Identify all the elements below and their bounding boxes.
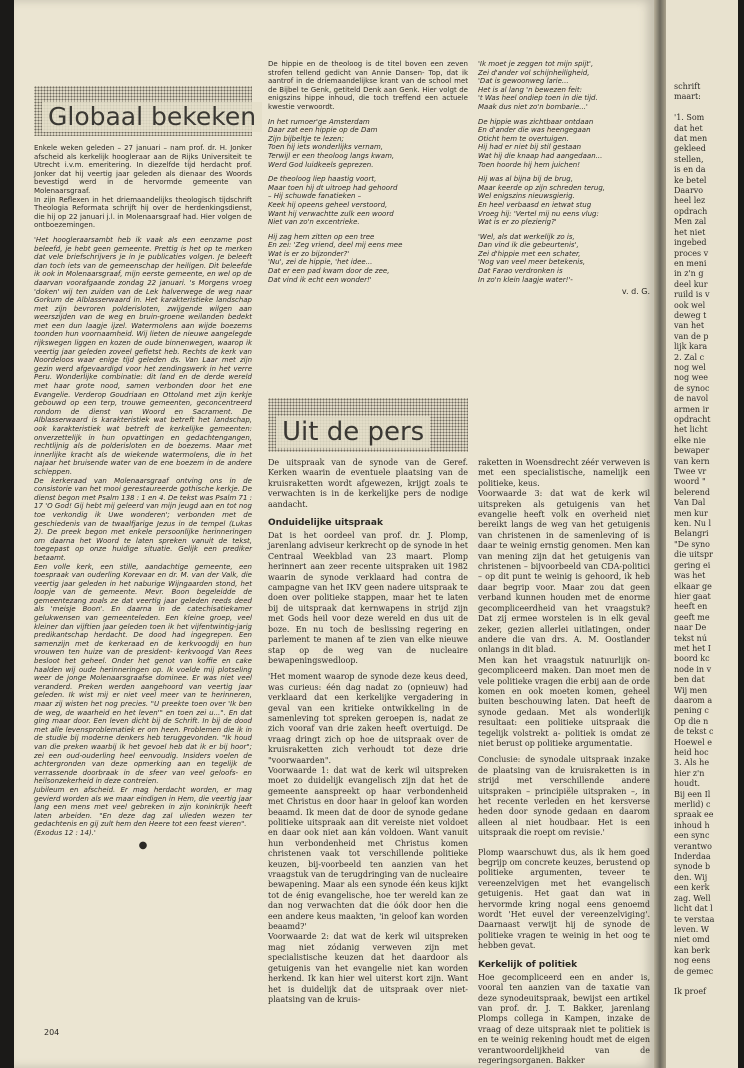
right-page-line: spraak ee [674,810,714,820]
right-page-line: armen ir [674,404,709,414]
pers-paragraph: Voorwaarde 2: dat wat de kerk wil uitspreken mag niet zódanig verweven zijn met specialistische keuzen dat het daardoor als getuigenis van het evangelie niet kan worden herkend. Ik kan hier wel uiterst kort zijn. Want het is duidelijk dat de uitspraak over niet-plaatsing van de kruis- [268,932,468,1004]
right-page-line: heel lez [674,196,706,206]
poem-stanza: 'Wel, als dat werkelijk zo is, Dan vind ik die gebeurtenis', Zei d'hippie met een schater, 'Nog van veel meer betekenis, Dat Farao verdronken is In zo'n klein laagje water!'- [478,232,586,284]
globaal-intro-1: Enkele weken geleden – 27 januari – nam prof. dr. H. Jonker afscheid als kerkelijk hoogleraar aan de Rijks Universiteit te Utrecht i.v.m. emeritering. In diezelfde tijd herdacht prof. Jonker dat hij veertig jaar geleden als dienaar des Woords bevestigd werd in de hervormde gemeente van Molenaarsgraaf. [34,144,252,195]
right-page-line: Hoewel e [674,737,712,747]
right-page-line: van de p [674,331,709,341]
right-page-line: ben dat [674,675,705,685]
quote-paragraph: 'Het hoogleraarsambt heb ik vaak als een eenzame post beleefd, je hebt geen gemeente. Prettig is het op te merken dat vele briefschrijvers je in je publicaties volgen. Je beleeft dan toch iets van de gemeenschap der heiligen. Dit beleefde ik ook in Molenaarsgraaf, mijn eerste gemeente, en wel op de daarvan voorafgaande zondag 22 januari. 's Morgens vroeg 'doken' wij ten zuiden van de Lek halverwege de weg naar Gorkum de Alblasserwaard in. Het karakteristieke landschap met zijn bevroren polderisloten, zwijgende wilgen aan weerszijden van de weg en bruin-groene weilanden bedekt met een dun laagje ijzel. Watermolens aan wijde boezems toonden hun voornaamheid. Wij lieten de nieuwe aangelegde rijkswegen liggen en kozen de oude binnenwegen, waarop ik veertig jaar geleden zoveel gefietst heb. Rechts de kerk van Noordeloos waar enige tijd geleden ds. Van Laar met zijn gezin werd afgevaardigd voor het zendingswerk in het verre Peru. Wonderlijke combinatie: dit land en de derde wereld met haar grote nood, samen verbonden door het ene Evangelie. Verderop Goudriaan en Ottoland met zijn kerkje gebouwd op een terp, trouwe gemeenten, geconcentreerd rondom de dienst van Woord en Sacrament. De Alblasserwaard is karakteristiek wat betreft het landschap, ook karakteristiek wat betreft de kerkelijke gemeenten: onverzettelijk in hun opvattingen en gedachtengangen, rechtlijnig als de polderisloten en de boezems. Maar met innerlijke kracht als de wiekende watermolens, die in het najaar het bruisende water van de ene boezem in de andere schieppen. [34,235,252,476]
right-page-line: opdracht [674,415,711,424]
right-page-line: licht dat l [674,904,713,914]
book-gutter [654,0,666,1068]
right-page-line: Ik proef [674,987,707,997]
right-page-line: men kur [674,508,708,518]
right-page-line: stellen, [674,154,704,164]
right-page-text [674,82,744,998]
subheading-onduidelijk: Onduidelijke uitspraak [268,518,383,529]
right-page-line: dat men [674,134,708,144]
poem-stanza: De theoloog liep haastig voort, Maar toen hij dt uitroep had gehoord – Hij schuwde fanatieken – Keek hij opeens geheel verstoord, Want hij verwachtte zulk een woord Niet van zo'n excentrieke. [268,175,398,227]
bullet-separator: ● [138,839,148,851]
right-page-line: lijk kara [674,342,708,352]
right-page-line: ruild is v [674,290,710,300]
page-number: 204 [44,1028,60,1037]
pers-column-right [478,458,650,1065]
right-page-line: elke nie [674,435,706,445]
quote-reference: (Exodus 12 : 14).' [34,828,96,837]
right-page-line: heid hoc [674,748,709,757]
poem-stanza: Hij was al bijna bij de brug, Maar keerde op zijn schreden terug, Wel enigszins nieuwsgierig. En heel verbaasd en ietwat stug Vroeg hij: 'Vertel mij nu eens vlug: Wat is er zo plezierig?' [478,175,605,227]
right-page-line: heeft en [674,602,708,612]
quote-paragraph: Jubileum en afscheid. Er mag herdacht worden, er mag gevierd worden als we maar eindigen in Hem, die veertig jaar lang een mens met veel gebreken in zijn koninkrijk heeft laten arbeiden. "En deze dag zal ulieden wezen ter gedachtenis en gij zult hem den Heere tot een feest vieren". [34,785,252,829]
right-page-line: node in v [674,664,712,674]
right-page-line: synode b [674,862,711,872]
right-page-line: elkaar ge [674,581,712,591]
right-page-line: en meni [674,258,707,268]
right-page-line: daarom a [674,695,713,705]
right-page-line: zag. Well [674,893,711,903]
right-page-line: Bij een Il [674,789,711,799]
right-page-line: een sync [674,831,710,841]
right-page-line: 2. Zal c [674,352,705,362]
pers-title: Uit de pers [276,416,430,448]
poem-stanza: Hij zag hem zitten op een tree En zei: 'Zeg vriend, deel mij eens mee Wat is er zo bijzonder?' 'Nu', zei de hippie, 'het idee... Dat er een pad kwam door de zee, Dat vind ik echt een wonder!' [268,232,403,284]
right-page-line: kan berk [674,945,710,955]
right-page-line: ken. Nu l [674,519,712,529]
pers-paragraph: Dat is het oordeel van prof. dr. J. Plomp, jarenlang adviseur kerkrecht op de synode in het Centraal Weekblad van 23 maart. Plomp herinnert aan zeer recente uitspraken uit 1982 waarin de synode verklaard had contra de campagne van het IKV geen nadere uitspraak te doen over politieke stappen, maar het te laten bij de uitspraak dat kernwapens in strijd zijn met Gods heil voor deze wereld en dus uit de boze. En nu toch de beslissing regering en parlement te manen af te zien van elke nieuwe stap op de weg van de nucleaire bewapeningswedloop. [268,531,468,665]
globaal-banner [34,86,257,136]
right-page-line: nog wee [674,373,708,383]
right-page-line: Wij men [674,685,708,695]
right-page-line: hier z'n [674,768,705,778]
pers-paragraph: Hoe gecompliceerd een en ander is, vooral ten aanzien van de taxatie van deze synodeuitspraak, bewijst een artikel van prof. dr. J. T. Bakker, jarenlang Plomps collega in Kampen, inzake de vraag of deze uitspraak niet te politiek is en te weinig rekening houdt met de eigen verantwoordelijkheid van de regeringsorganen. Bakker [478,972,650,1065]
right-page-line: schrift [674,82,701,91]
right-page-line: de navol [674,394,709,404]
poem-stanza: De hippie was zichtbaar ontdaan En d'ander die was heengegaan Oticht hem te overtuigen. Hij had er niet bij stil gestaan Wat hij die knaap had aangedaan... Toen hoorde hij hem juichen! [478,117,603,169]
right-page-line: nog eens [674,956,711,966]
right-page-line: woord " [674,477,706,487]
right-page-line: houdt. [674,779,700,789]
right-page-line: was het [674,571,706,581]
subheading-kerkelijk: Kerkelijk of politiek [478,959,578,970]
right-page-line: gering ei [674,560,711,570]
right-page-line: 3. Als he [674,758,710,768]
right-page-line: belerend [674,487,710,497]
right-page-line [674,977,744,987]
right-page-line: merlid) c [674,800,711,810]
right-page-line: tekst nú [674,633,707,643]
pers-banner [268,398,468,452]
right-page-line: nog wel [674,362,706,372]
quote-paragraph: De kerkeraad van Molenaarsgraaf ontving ons in de consistorie van het mooi gerestaureerde gothische kerkje. De dienst begon met Psalm 138 : 1 en 4. De tekst was Psalm 71 : 17 'O God! Gij hebt mij geleerd van mijn jeugd aan en tot nog toe verkondig ik Uwe wonderen'; verbonden met de geschiedenis van de twaalfjarige Jezus in de tempel (Lukas 2). De preek begon met enkele persoonlijke herinneringen om daarna het Woord te laten spreken vanuit de tekst, toegepast op onze huidige situatie. Gelijk een prediker betaamt. [34,476,253,562]
right-page-line: Op die n [674,716,709,726]
pers-paragraph: Conclusie: de synodale uitspraak inzake de plaatsing van de kruisraketten is in strijd met verschillende andere uitspraken – principiële uitspraken –, in het recente verleden en het kersverse heden door synode gedaan en daarom alleen al niet houdbaar. Het is een uitspraak die roept om revisie.' [478,755,650,838]
right-page-line: pening c [674,706,709,716]
pers-column-left [268,458,468,1018]
pers-paragraph: 'Het moment waarop de synode deze keus deed, was curieus: één dag nadat zo (opnieuw) had verklaard dat een kerkelijke vergadering in geval van een kritieke ontwikkeling in de samenleving tot spreken geroepen is, nadat ze zich vooraf van drie zaken heeft overtuigd. De vraag dringt zich op hoe de uitspraak over de kruisraketten zich verhoudt tot deze drie "voorwaarden". [268,672,468,765]
right-page-line: deel kur [674,279,708,289]
pers-paragraph: Voorwaarde 3: dat wat de kerk wil uitspreken als getuigenis van het evangelie heeft volk en overheid niet bereikt langs de weg van het getuigenis van christenen in de samenleving of is daar te weinig ernstig genomen. Men kan van mening zijn dat het getuigenis van christenen – bijvoorbeeld van CDA-politici – op dit punt te weinig is gehoord, ik heb daar begrip voor. Maar zou dat geen verband kunnen houden met de enorme gecompliceerdheid van het vraagstuk? Dat zij ermee worstelen is in elk geval zeker, gezien allerlei uitlatingen, onder andere die van drs. A. M. Oostlander onlangs in dit blad. [478,489,650,655]
poem-stanza: In het rumoer'ge Amsterdam Daar zat een hippie op de Dam Zijn bijbeltje te lezen; Toen hij iets wonderlijks vernam, Terwijl er een theoloog langs kwam, Werd God luidkeels geprezen. [268,117,395,169]
pers-paragraph: Plomp waarschuwt dus, als ik hem goed begrijp om concrete keuzes, berustend op politieke argumenten, teveer te vereenzelvigen met het evangelisch getuigenis. Het gaat dan wat in hervormde kring nogal eens genoemd wordt 'Het euvel der vereenzelviging'. Daarnaast verwijt hij de synode de politieke vragen te weinig in het oog te hebben gevat. [478,847,650,951]
right-page-line: Men zal [674,217,707,227]
right-page-line: den. Wij [674,872,708,882]
right-page-line: naar De [674,623,707,633]
right-page-line: te verstaa [674,914,715,924]
right-page-line [674,103,744,113]
globaal-title: Globaal bekeken [42,102,262,132]
right-page-line: de gemec [674,966,714,976]
right-page-line: die uitspr [674,550,713,560]
right-page-line: gekleed [674,144,706,154]
poem-intro: De hippie en de theoloog is de titel boven een zeven strofen tellend gedicht van Annie Dansen- Top, dat ik aantrof in de driemaandelijkse krant van de school met de Bijbel te Genk, getiteld Denk aan Genk. Hier volgt de enigszins hippe inhoud, die toch treffend een actuele kwestie verwoordt. [268,60,468,111]
poem-column-left [268,60,468,380]
right-page-line: ke betel [674,175,707,185]
right-page-line: het licht [674,425,708,435]
right-page-line: "De syno [674,539,710,549]
right-page-line: van kern [674,456,710,466]
left-page [14,0,654,1068]
right-page-line: van het [674,321,705,331]
signature: v. d. G. [621,287,650,297]
right-page-line: '1. Som [674,113,705,123]
right-page-line: het niet [674,227,706,237]
poem-column-right [478,60,650,380]
quote-paragraph: Een volle kerk, een stille, aandachtige gemeente, een toespraak van ouderling Korevaar en dr. M. van der Valk, die veertig jaar geleden in het naburige Wijngaarden stond, het loopje van de gemeente. Mevr. Boon begeleidde de gemeentezang zoals ze dat veertig jaar geleden reeds deed als 'meisje Boon'. En daarna in de catechisatiekamer gelukwensen van gemeenteleden. Een kleine groep, veel kleiner dan vijftien jaar geleden toen ik het vijfentwintig-jarig predikantschap herdacht. De dood had ingegrepen. Een samenzijn met de kerkeraad en de kerkvoogdij en hun vrouwen ten huize van de president- kerkvoogd Van Rees besloot het geheel. Onder het genot van koffie en cake haalden wij oude herinneringen op. Ik voelde mij plotseling weer de jonge Molenaarsgraafse dominee. Er was niet veel veranderd. Preken werden aangehoord van veertig jaar geleden. Ik wist mij er niet veel meer van te herinneren, maar zij wisten het nog precies. "U preekte toen over 'Ik ben de weg, de waarheid en het leven'" en toen zei u...". En dat ging maar door. Een leven dicht bij de Schrift. In bij de dood met alle levensproblematiek er om heen. Problemen die ik in de studie bij moderne denkers heb teruggevonden. "Ik houd van die preken waarbij ik het gevoel heb dat ik er bij hoor"; zei een oud-ouderling heel eenvoudig. Insiders voelen de achtergronden van deze opmerking aan en tegelijk de verrassende doorbraak in de sfeer van veel geloofs- en heilsonzekerheid in deze contreien. [34,562,252,786]
pers-paragraph: Men kan het vraagstuk natuurlijk on-gecompliceerd maken. Dan moet men de vele politieke vragen die erbij aan de orde komen en ook moeten komen, geheel buiten beschouwing laten. Dat heeft de synode gedaan. Met als wonderlijk resultaat: een politieke uitspraak die tegelijk volstrekt a- politiek is omdat ze niet berust op politieke argumentatie. [478,655,650,748]
right-page-line: deweg t [674,310,707,320]
right-page-line: hier gaat [674,591,711,601]
right-page-line: Daarvo [674,186,704,196]
right-page [666,0,738,1068]
right-page-line: geeft me [674,612,710,622]
right-page-line: met het I [674,643,711,653]
jonker-quote [34,236,252,838]
right-page-line: ingebed [674,238,707,248]
right-page-line: Twee vr [674,467,707,477]
right-page-line: is en da [674,165,706,175]
right-page-line: maart: [674,92,701,102]
right-page-line: boord kc [674,654,710,664]
right-page-line: verantwo [674,841,712,851]
right-page-line: proces v [674,248,709,258]
right-page-line: bewaper [674,446,710,456]
right-page-line: ook wel [674,300,706,310]
globaal-column [34,144,252,1016]
right-page-line: dat het [674,123,703,133]
right-page-line: Inderdaa [674,852,711,862]
poem-stanza: 'Ik moet je zeggen tot mijn spijt', Zei d'ander vol schijnheiligheid, 'Dat is gewoonweg larie... Het is al lang 'n bewezen feit: 't Was heel ondiep toen in die tijd. Maak dus niet zo'n bombarie...' [478,60,598,111]
right-page-line: in z'n g [674,269,704,279]
right-page-line: Van Dal [674,498,706,508]
right-page-line: inhoud h [674,820,710,830]
pers-intro: De uitspraak van de synode van de Geref. Kerken waarin de eventuele plaatsing van de kruisraketten wordt afgewezen, krijgt zoals te verwachten is in de kerkelijke pers de nodige aandacht. [268,458,468,509]
right-page-line: de synoc [674,383,710,393]
right-page-line: Belangri [674,529,709,539]
right-page-line: een kerk [674,883,710,893]
right-page-line: opdrach [674,206,708,216]
pers-paragraph: raketten in Woensdrecht zéér verweven is met een specialistische, namelijk een politieke, keus. [478,458,650,488]
pers-paragraph: Voorwaarde 1: dat wat de kerk wil uitspreken moet zo duidelijk evangelisch zijn dat het de gemeente aanspreekt op haar verbondenheid met Christus en door haar in geloof kan worden beaamd. Ik meen dat de door de synode gedane politieke uitspraak aan dit vereiste niet voldoet en daar ook niet aan kán voldoen. Want vanuit hun verbondenheid met Christus komen christenen vaak tot verschillende politieke keuzen, bij-voorbeeld ten aanzien van het vraagstuk van de terugdringing van de nucleaire bewapening. Maar als een synode één keus kijkt tot de énig evangelische, hoe ter wereld kan ze dan nog verwachten dat die óók door hen die een andere keus maakten, 'in geloof kan worden beaamd?' [268,765,468,932]
right-page-line: leven. W [674,924,710,934]
right-page-line: de tekst c [674,727,714,737]
globaal-intro-2: In zijn Reflexen in het driemaandelijks theologisch tijdschrift Theologia Reformata schrijft hij over de herdenkingsdienst, die hij op 22 januari j.l. in Molenaarsgraaf had. Hier volgen de ontboezemingen. [34,195,252,230]
right-page-line: niet omd [674,935,710,945]
